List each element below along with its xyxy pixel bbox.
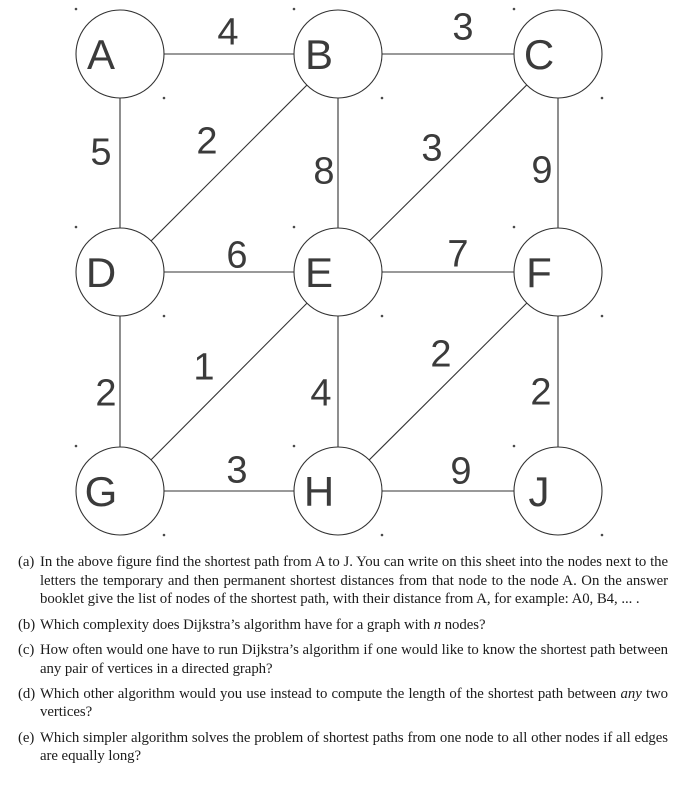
questions-section bbox=[0, 548, 680, 766]
edge-weight-E-G: 1 bbox=[193, 346, 215, 389]
corner-dot bbox=[513, 8, 516, 11]
corner-dot bbox=[381, 97, 384, 100]
edge-weight-B-C: 3 bbox=[452, 6, 474, 49]
edge-weight-H-J: 9 bbox=[450, 450, 472, 493]
corner-dot bbox=[163, 534, 166, 537]
question-item-c bbox=[18, 641, 668, 678]
node-label-F: F bbox=[526, 249, 552, 296]
corner-dot bbox=[75, 226, 78, 229]
corner-dot bbox=[293, 226, 296, 229]
corner-dot bbox=[513, 445, 516, 448]
node-label-E: E bbox=[304, 249, 334, 296]
question-text: Which simpler algorithm solves the problem of shortest paths from one node to all other nodes if all edges are equally long? bbox=[40, 729, 668, 765]
question-label: (b) bbox=[18, 616, 36, 633]
italic-term: n bbox=[433, 616, 442, 633]
corner-dot bbox=[163, 315, 166, 318]
corner-dot bbox=[75, 445, 78, 448]
node-label-J: J bbox=[528, 468, 550, 515]
question-label: (d) bbox=[18, 685, 36, 702]
node-label-A: A bbox=[86, 31, 116, 78]
question-item-d bbox=[18, 685, 668, 722]
edge-weight-C-F: 9 bbox=[531, 149, 553, 192]
question-label: (c) bbox=[18, 641, 35, 658]
edge-weight-F-H: 2 bbox=[430, 333, 452, 376]
edge-weight-A-B: 4 bbox=[217, 11, 239, 54]
edge-weight-E-H: 4 bbox=[310, 372, 332, 415]
question-text: Which complexity does Dijkstra’s algorithm have for a graph with n nodes? bbox=[40, 616, 486, 633]
edge-weight-F-J: 2 bbox=[530, 371, 552, 414]
question-text: Which other algorithm would you use instead to compute the length of the shortest path between any two vertices? bbox=[40, 685, 668, 721]
edge-weight-D-E: 6 bbox=[226, 234, 248, 277]
italic-term: any bbox=[620, 685, 642, 702]
question-label: (a) bbox=[18, 554, 35, 570]
edge-weight-C-E: 3 bbox=[421, 127, 443, 170]
corner-dot bbox=[381, 534, 384, 537]
question-text: In the above figure find the shortest path from A to J. You can write on this sheet into the nodes next to the letters the temporary and then permanent shortest distances from that node to the node A. On the answer booklet give the list of nodes of the shortest path, with their distance from A, for example: A0, B4, ... . bbox=[40, 554, 668, 608]
corner-dot bbox=[293, 445, 296, 448]
node-label-C: C bbox=[523, 31, 555, 78]
node-label-G: G bbox=[84, 468, 118, 515]
node-label-B: B bbox=[304, 31, 334, 78]
question-item-a bbox=[18, 553, 668, 609]
corner-dot bbox=[381, 315, 384, 318]
question-text: How often would one have to run Dijkstra’s algorithm if one would like to know the shortest path between any pair of vertices in a directed graph? bbox=[40, 641, 668, 677]
corner-dot bbox=[513, 226, 516, 229]
edge-weight-E-F: 7 bbox=[447, 233, 469, 276]
edge-weight-B-D: 2 bbox=[196, 120, 218, 163]
corner-dot bbox=[601, 534, 604, 537]
corner-dot bbox=[163, 97, 166, 100]
corner-dot bbox=[601, 315, 604, 318]
corner-dot bbox=[293, 8, 296, 11]
edge-weight-D-G: 2 bbox=[95, 372, 117, 415]
edge-weight-A-D: 5 bbox=[90, 131, 112, 174]
node-label-H: H bbox=[303, 468, 335, 515]
edge-weight-B-E: 8 bbox=[313, 150, 335, 193]
node-J bbox=[514, 447, 602, 535]
corner-dot bbox=[75, 8, 78, 11]
question-label: (e) bbox=[18, 729, 35, 746]
corner-dot bbox=[601, 97, 604, 100]
edge-F-H bbox=[338, 272, 558, 491]
node-label-D: D bbox=[85, 249, 117, 296]
edge-weight-G-H: 3 bbox=[226, 449, 248, 492]
question-item-e bbox=[18, 729, 668, 766]
question-item-b bbox=[18, 616, 668, 635]
